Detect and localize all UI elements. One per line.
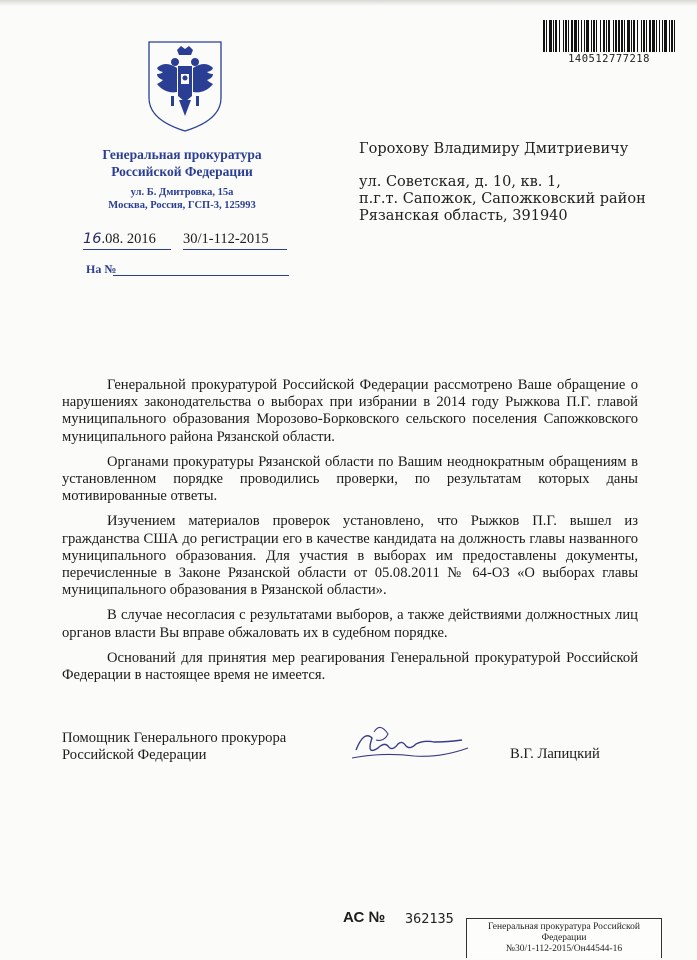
barcode-bar	[631, 20, 632, 52]
barcode-bar	[641, 20, 642, 52]
barcode-bar	[603, 20, 605, 52]
reference-number-label: На №	[86, 262, 117, 276]
ac-number-label: АС №	[343, 909, 386, 926]
barcode-bar	[652, 20, 655, 52]
registration-stamp	[466, 918, 662, 958]
signatory-title-line1: Помощник Генерального прокурора	[62, 730, 287, 746]
barcode-bar	[649, 20, 651, 52]
signatory-title	[62, 730, 342, 764]
scan-edge	[0, 0, 697, 6]
organization-address	[60, 186, 304, 212]
body-paragraph-5: Оснований для принятия мер реагирования Генеральной прокуратурой Российской Федерации в настоящее время не имеется.	[62, 649, 638, 684]
barcode-bar	[646, 20, 647, 52]
barcode-bar	[574, 20, 577, 52]
recipient-block	[359, 141, 679, 225]
signatory-name: В.Г. Лапицкий	[510, 746, 600, 762]
barcode-bar	[621, 20, 623, 52]
registration-date-printed: .08. 2016	[101, 231, 156, 247]
barcode-bar	[669, 20, 670, 52]
body-paragraph-1: Генеральной прокуратурой Российской Федерации рассмотрено Ваше обращение о нарушениях законодательства о выборах при избрании в 2014 году Рыжкова П.Г. главой муниципального образования Морозово-Борковского сельского поселения Сапожковского муниципального района Рязанской области.	[62, 377, 638, 445]
barcode-bar	[624, 20, 625, 52]
body-paragraph-2: Органами прокуратуры Рязанской области по Вашим неоднократным обращениям в установленном порядке проводились проверки, по результатам которых даны мотивированные ответы.	[62, 453, 638, 505]
barcode-bar	[586, 20, 589, 52]
barcode-bar	[633, 20, 635, 52]
handwritten-signature	[344, 712, 474, 772]
organization-name	[60, 146, 304, 180]
barcode-bar	[563, 20, 564, 52]
barcode-bar	[555, 20, 557, 52]
barcode-bar	[637, 20, 638, 52]
barcode-number: 140512777218	[568, 53, 650, 65]
barcode-bar	[664, 20, 667, 52]
date-underline	[83, 249, 171, 250]
barcode-bar	[559, 20, 560, 52]
barcode-bar	[671, 20, 673, 52]
org-name-line1: Генеральная прокуратура	[102, 147, 262, 162]
reference-number-line	[113, 275, 289, 276]
barcode-bar	[568, 20, 569, 52]
barcode-bar	[591, 20, 592, 52]
barcode-bar	[643, 20, 645, 52]
barcode-bar	[615, 20, 617, 52]
barcode	[541, 20, 677, 52]
barcode-bar	[549, 20, 552, 52]
barcode-bar	[606, 20, 607, 52]
registration-day-handwritten: 16	[83, 231, 102, 247]
barcode-bar	[596, 20, 597, 52]
barcode-bar	[613, 20, 614, 52]
registration-number-text: 30/1-112-2015	[183, 231, 269, 247]
barcode-bar	[674, 20, 675, 52]
letter-body	[62, 377, 638, 692]
barcode-bar	[546, 20, 547, 52]
barcode-bar	[656, 20, 657, 52]
stamp-line3: №30/1-112-2015/Он44544-16	[505, 944, 623, 954]
recipient-address-line2: п.г.т. Сапожок, Сапожковский район	[359, 191, 646, 207]
org-address-line2: Москва, Россия, ГСП-3, 125993	[108, 200, 256, 211]
barcode-bar	[553, 20, 554, 52]
body-paragraph-4: В случае несогласия с результатами выборов, а также действиями должностных лиц органов власти Вы вправе обжаловать их в судебном порядке.	[62, 607, 638, 641]
stamp-line1: Генеральная прокуратура Российской	[488, 922, 640, 932]
recipient-address-line1: ул. Советская, д. 10, кв. 1,	[359, 174, 561, 190]
barcode-bar	[543, 20, 545, 52]
barcode-bar	[600, 20, 601, 52]
barcode-bar	[662, 20, 663, 52]
barcode-bar	[584, 20, 585, 52]
barcode-bar	[571, 20, 573, 52]
barcode-bar	[565, 20, 567, 52]
registration-number	[183, 231, 293, 248]
ac-number: 362135	[405, 911, 454, 927]
signatory-title-line2: Российской Федерации	[62, 747, 207, 763]
org-name-line2: Российской Федерации	[111, 164, 253, 179]
barcode-bar	[608, 20, 610, 52]
barcode-bar	[659, 20, 660, 52]
org-address-line1: ул. Б. Дмитровка, 15а	[130, 187, 234, 198]
recipient-address-line3: Рязанская область, 391940	[359, 208, 568, 224]
barcode-bar	[593, 20, 595, 52]
barcode-bar	[581, 20, 582, 52]
barcode-bar	[578, 20, 579, 52]
registration-date	[83, 231, 173, 248]
barcode-bar	[627, 20, 630, 52]
recipient-name: Горохову Владимиру Дмитриевичу	[359, 141, 629, 157]
barcode-bar	[618, 20, 620, 52]
stamp-line2: Федерации	[541, 933, 587, 943]
number-underline	[183, 249, 287, 250]
coat-of-arms-emblem-icon	[143, 38, 227, 134]
body-paragraph-3: Изучением материалов проверок установлено, что Рыжков П.Г. вышел из гражданства США до регистрации его в качестве кандидата на должность главы названного муниципального образования. Для участия в выборах им предоставлены документы, перечисленные в Законе Рязанской области от 05.08.2011 № 64-ОЗ «О выборах главы муниципального образования в Рязанской области».	[62, 513, 638, 599]
